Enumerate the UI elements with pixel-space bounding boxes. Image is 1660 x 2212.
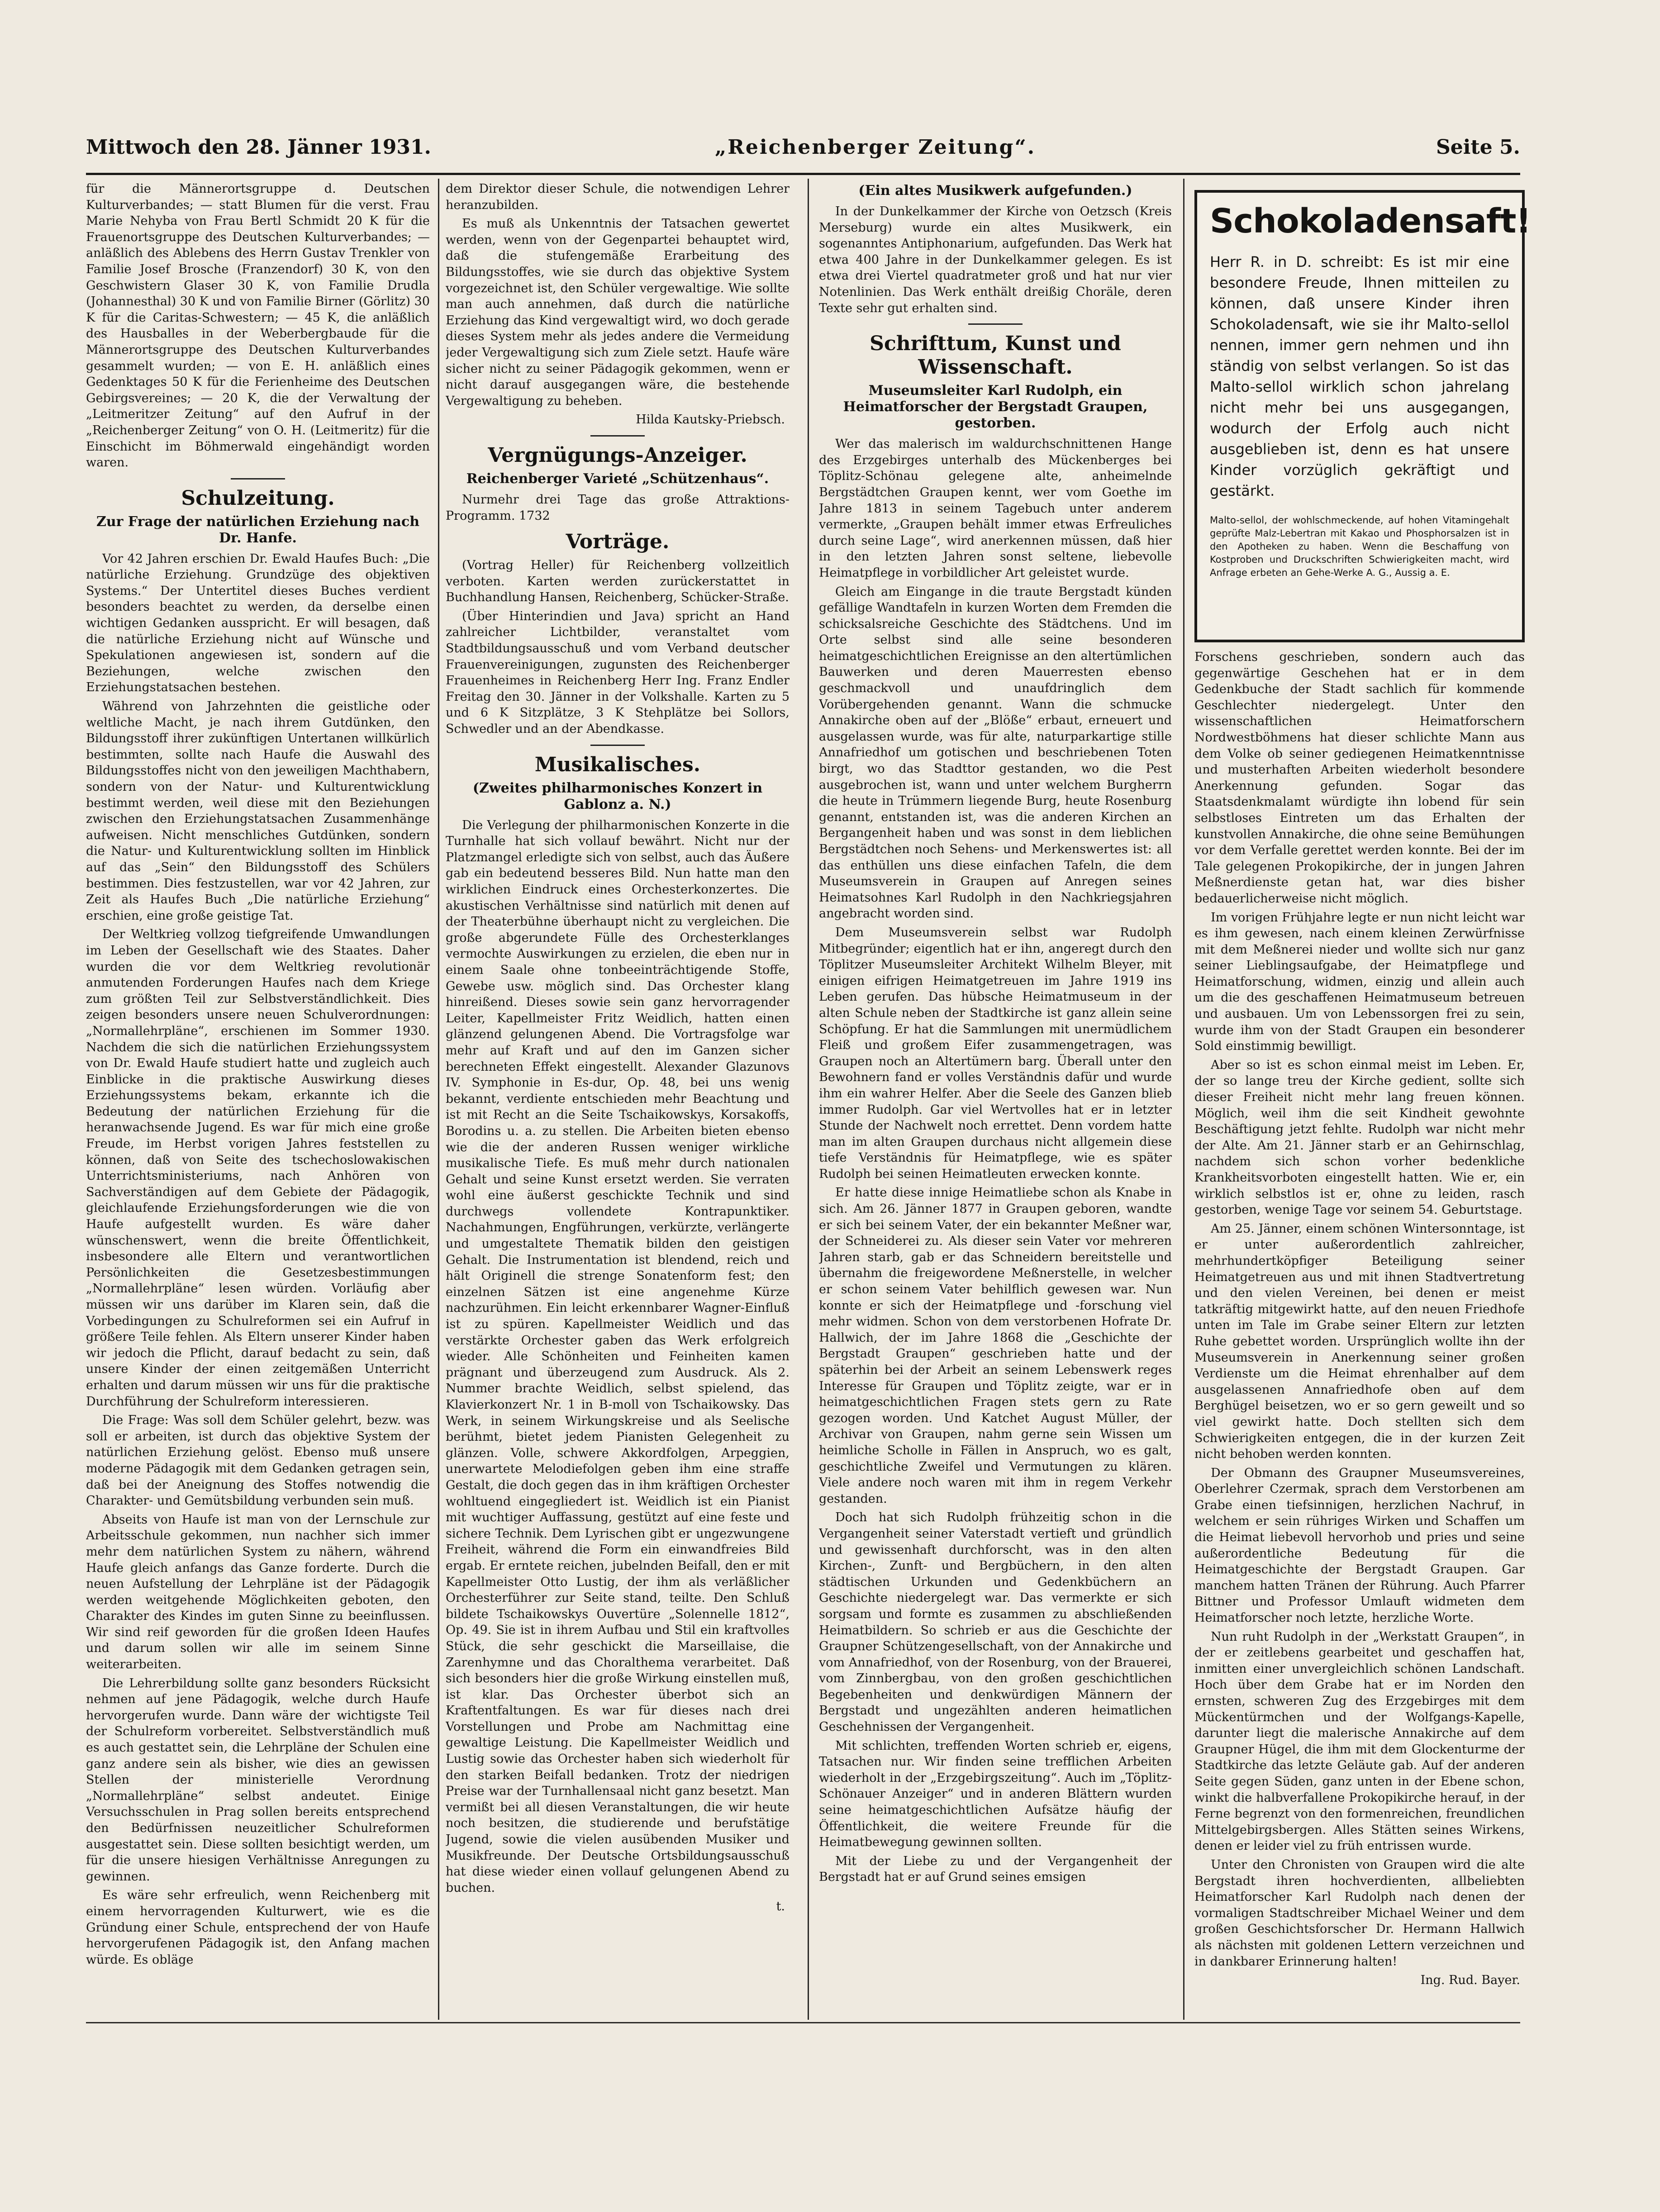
- article-paragraph: Wer das malerisch im waldurchschnittenen Hange des Erzgebirges unterhalb des Mückenberges bei Töplitz-Schönau gelegene alte, anheimelnde Bergstädtchen Graupen kennt, wer vom Goethe im Jahre 1813 in seinem Tagebuch unter anderem vermerkte, „Graupen behält immer etwas Erfreuliches durch seine Lage“, wird anerkennen müssen, daß hier in den letzten Jahren sonst seltene, liebevolle Heimatpflege in vorbildlicher Art geleistet wurde.: [819, 437, 1172, 580]
- section-heading-schulzeitung: Schulzeitung.: [181, 486, 335, 510]
- article-paragraph: Unter den Chronisten von Graupen wird die alte Bergstadt ihren hochverdienten, allbeliebten Heimatforscher Karl Rudolph nach denen der vormaligen Stadtschreiber Michael Weiner und dem großen Geschichtsforscher Dr. Hermann Hallwich als nächsten mit goldenen Lettern verzeichnen und in dankbarer Erinnerung halten!: [1194, 1857, 1525, 1969]
- article-subtitle: (Zweites philharmonisches Konzert in Gablonz a. N.): [472, 780, 763, 812]
- article-paragraph: Gleich am Eingange in die traute Bergstadt künden gefällige Wandtafeln in kurzen Worten dem Fremden die schicksalsreiche Geschichte des Städtchens. Und im Orte selbst sind alle seine besonderen heimatgeschichtlichen Ereignisse an den altertümlichen Bauwerken und deren Mauerresten ebenso geschmackvoll und unaufdringlich dem Vorübergehenden genannt. Wann die schmucke Annakirche oben auf der „Blöße“ erbaut, erneuert und ausgelassen wurde, was für alte, naturparkartige stille Annafriedhof um gotischen und beschriebenen Toten birgt, wo das Stadttor gestanden, wo die Pest ausgebrochen ist, wann und unter welchem Burgherrn die heute in Trümmern liegende Burg, heute Rosenburg genannt, entstanden ist, was die anderen Kirchen an Bergangenheit haben und was sonst in dem lieblichen Bergstädtchen noch Sehens- und Merkenswertes ist: all das enthüllen uns diese einfachen Tafeln, die dem Museumsverein in Graupen auf Anregen seines Heimatsohnes Karl Rudolph in den Nachkriegsjahren angebracht worden sind.: [819, 584, 1172, 921]
- article-paragraph: Es muß als Unkenntnis der Tatsachen gewertet werden, wenn von der Gegenpartei behauptet wird, daß die stufengemäße Erarbeitung des Bildungsstoffes, wie sie durch das objektive System vorgezeichnet ist, den Schüler vergewaltige. Wie sollte man auch annehmen, daß durch die natürliche Erziehung das Kind vergewaltigt wird, wo doch gerade dieses System mehr als jedes andere die Vermeidung jeder Vergewaltigung sich zum Ziele setzt. Haufe wäre sicher nicht zu seiner Pädagogik gekommen, wenn er nicht darauf ausgegangen wäre, die bestehende Vergewaltigung zu beheben.: [446, 217, 790, 408]
- article-paragraph: Am 25. Jänner, einem schönen Wintersonntage, ist er unter außerordentlich zahlreicher, mehrhundertköpfiger Beteiligung seiner Heimatgetreuen aus und mit ihnen Stadtvertretung und den vielen Vereinen, bei denen er meist tatkräftig mitgewirkt hatte, auf den neuen Friedhofe unten im Tale im Grabe seiner Eltern zur letzten Ruhe gebettet worden. Ursprünglich wollte ihn der Museumsverein in Anerkennung seiner großen Verdienste um die Heimat ehrenhalber auf dem ausgelassenen Annafriedhofe oben auf dem Berghügel beisetzen, wo er so gern geweilt und so viel gewirkt hatte. Doch stellten sich dem Schwierigkeiten entgegen, die in der kurzen Zeit nicht behoben werden konnten.: [1194, 1221, 1525, 1462]
- header-date: Mittwoch den 28. Jänner 1931.: [86, 136, 431, 159]
- author-signature: Ing. Rud. Bayer.: [1420, 1973, 1520, 1988]
- article-paragraph: Die Verlegung der philharmonischen Konzerte in die Turnhalle hat sich vollauf bewährt. Nicht nur der Platzmangel erledigte sich von selbst, auch das Äußere gab ein bedeutend besseres Bild. Nun hatte man den wirklichen Eindruck eines Orchesterkonzertes. Die akustischen Verhältnisse sind natürlich mit denen auf der Theaterbühne überhaupt nicht zu vergleichen. Die große abgerundete Fülle des Orchesterklanges vermochte Auswirkungen zu erzielen, die eben nur in einem Saale ohne tonbeeinträchtigende Stoffe, Gewebe usw. möglich sind. Das Orchester klang hinreißend. Dieses sowie sein ganz hervorragender Leiter, Kapellmeister Fritz Weidlich, hatten einen glänzend gelungenen Abend. Die Vortragsfolge war mehr auf Kraft und auf den im Ganzen sicher berechneten Effekt eingestellt. Alexander Glazunovs IV. Symphonie in Es-dur, Op. 48, bei uns wenig bekannt, verdiente entschieden mehr Beachtung und ist mit Recht an die Seite Tschaikowskys, Korsakoffs, Borodins u. a. zu stellen. Die Arbeiten bieten ebenso wie die der anderen Russen weniger wirkliche musikalische Tiefe. Es muß mehr durch nationalen Gehalt und seine Kunst ersetzt werden. Sie verraten wohl eine äußerst geschickte Technik und sind durchwegs vollendete Kontrapunktiker. Nachahmungen, Engführungen, verkürzte, verlängerte und umgestaltete Thematik bilden den geistigen Gehalt. Die Instrumentation ist blendend, reich und hält Originell die strenge Sonatenform fest; den einzelnen Sätzen ist eine angenehme Kürze nachzurühmen. Ein leicht erkennbarer Wagner-Einfluß ist zu spüren. Kapellmeister Weidlich und das verstärkte Orchester gaben das Werk erfolgreich wieder. Alle Schönheiten und Feinheiten kamen prägnant und überzeugend zum Ausdruck. Als 2. Nummer brachte Weidlich, selbst spielend, das Klavierkonzert Nr. 1 in B-moll von Tschaikowsky. Das Werk, in seinem Wirkungskreise und als Seelische berühmt, bietet jedem Pianisten Gelegenheit zu glänzen. Volle, schwere Akkordfolgen, Arpeggien, unerwartete Melodiefolgen geben ihm eine straffe Gestalt, die doch gegen das in ihm kräftigen Orchester wohltuend eingegliedert ist. Weidlich ist ein Pianist mit wuchtiger Auffassung, gestützt auf eine feste und sichere Technik. Dem Lyrischen gibt er ungezwungene Freiheit, während die Form ein einwandfreies Bild ergab. Er erntete reichen, jubelnden Beifall, den er mit Kapellmeister Otto Lustig, der ihm als verläßlicher Orchesterführer zur Seite stand, teilte. Den Schluß bildete Tschaikowskys Ouvertüre „Solennelle 1812“, Op. 49. Sie ist in ihrem Aufbau und Stil ein kraftvolles Stück, die sehr geschickt die Marseillaise, die Zarenhymne und das Choralthema verarbeitet. Daß sich besonders hier die große Wirkung einstellen muß, ist klar. Das Orchester überbot sich an Kraftentfaltungen. Es war für dieses nach drei Vorstellungen und Probe am Nachmittag eine gewaltige Leistung. Die Kapellmeister Weidlich und Lustig sowie das Orchester haben sich wiederholt für den starken Beifall bedanken. Trotz der niedrigen Preise war der Turnhallensaal nicht ganz besetzt. Man vermißt bei all diesen Veranstaltungen, die wir heute noch besitzen, die studierende und berufstätige Jugend, sowie die vielen ausübenden Musiker und Musikfreunde. Der Deutsche Ortsbildungsausschuß hat diese wieder einen vollauf gelungenen Abend zu buchen.: [446, 818, 790, 1895]
- article-paragraph: Dem Museumsverein selbst war Rudolph Mitbegründer; eigentlich hat er ihn, angeregt durch den Töplitzer Museumsleiter Architekt Wilhelm Bleyer, mit einigen eifrigen Heimatgetreuen im Jahre 1919 ins Leben gerufen. Das hübsche Heimatmuseum in der alten Schule neben der Stadtkirche ist ganz allein seine Schöpfung. Er hat die Sammlungen mit unermüdlichem Fleiß und großem Eifer zusammengetragen, was Graupen noch an Altertümern barg. Überall unter den Bewohnern fand er volles Verständnis dafür und wurde ihm ein wahrer Helfer. Aber die Seele des Ganzen blieb immer Rudolph. Gar viel Wertvolles hat er in letzter Stunde der Nachwelt noch errettet. Denn vordem hatte man im alten Graupen durchaus nicht allgemein diese tiefe Verständnis für Heimatpflege, wie es später Rudolph bei seinen Heimatleuten erwecken konnte.: [819, 925, 1172, 1181]
- page-header: [86, 136, 1520, 167]
- column-4: [1194, 649, 1525, 2020]
- article-paragraph: Vor 42 Jahren erschien Dr. Ewald Haufes Buch: „Die natürliche Erziehung. Grundzüge des objektiven Systems.“ Der Untertitel dieses Buches verdient besonders beachtet zu werden, da derselbe einen wichtigen Gedanken ausspricht. Er will besagen, daß die natürliche Erziehung nicht auf Wünsche und Spekulationen angewiesen ist, sondern auf die Beziehungen, welche zwischen den Erziehungstatsachen bestehen.: [86, 551, 430, 695]
- column-2: [446, 181, 790, 2017]
- article-subtitle: Museumsleiter Karl Rudolph, ein Heimatforscher der Bergstadt Graupen, gestorben.: [843, 383, 1148, 432]
- article-paragraph: Der Weltkrieg vollzog tiefgreifende Umwandlungen im Leben der Gesellschaft wie des Staates. Daher wurden die vor dem Weltkrieg revolutionär anmutenden Forderungen Haufes nach dem Kriege zum größten Teil zur Selbstverständlichkeit. Dies zeigen besonders unsere neuen Schulverordnungen: „Normallehrpläne“, erschienen im Sommer 1930. Nachdem die sich die natürlichen Erziehungssystem von Dr. Ewald Haufe studiert hatte und zugleich auch Einblicke in die praktische Auswirkung dieses Erziehungssystems bekam, erkannte ich die Bedeutung der natürlichen Erziehung für die heranwachsende Jugend. Es war für mich eine große Freude, im Herbst vorigen Jahres feststellen zu können, daß von Seite des tschechoslowakischen Unterrichtsministeriums, nach Anhören von Sachverständigen auf dem Gebiete der Pädagogik, gleichlaufende Erziehungsforderungen wie die von Haufe aufgestellt wurden. Es wäre daher wünschenswert, wenn die breite Öffentlichkeit, insbesondere alle Eltern und verantwortlichen Persönlichkeiten die Gesetzesbestimmungen „Normallehrpläne“ lesen würden. Vorläufig aber müssen wir uns darüber im Klaren sein, daß die Vorbedingungen zu Schulreformen sei ein Aufruf in größere Teile fehlen. Als Eltern unserer Kinder haben wir jedoch die Pflicht, darauf bedacht zu sein, daß unsere Kinder der einen zeitgemäßen Unterricht erhalten und darum müssen wir uns für die praktische Durchführung der Schulreform interessieren.: [86, 927, 430, 1409]
- article-paragraph: Die Frage: Was soll dem Schüler gelehrt, bezw. was soll er arbeiten, ist durch das objektive System der natürlichen Erziehung gelöst. Ebenso muß unsere moderne Pädagogik mit dem Gedanken getragen sein, daß bei der Aneignung des Stoffes notwendig die Charakter- und Gemütsbildung verbunden sein muß.: [86, 1413, 430, 1508]
- article-paragraph: Forschens geschrieben, sondern auch das gegenwärtige Geschehen hat er in dem Gedenkbuche der Stadt sachlich für kommende Geschlechter niedergelegt. Unter den wissenschaftlichen Heimatforschern Nordwestböhmens hat dieser schlichte Mann aus dem Volke ob seiner gediegenen Heimatkenntnisse und musterhaften Arbeiten wiederholt besondere Anerkennung gefunden. Sogar das Staatsdenkmalamt würdigte ihn lobend für sein selbstloses Eintreten um das Erhalten der kunstvollen Annakirche, die ohne seine Bemühungen vor dem Verfalle gerettet werden konnte. Bei der im Tale gelegenen Prokopikirche, der in jungen Jahren Meßnerdienste getan hat, war dies bisher bedauerlicherweise nicht möglich.: [1194, 650, 1525, 906]
- article-paragraph: Es wäre sehr erfreulich, wenn Reichenberg mit einem hervorragenden Kulturwert, wie es die Gründung einer Schule, entsprechend der von Haufe hervorgerufenen Pädagogik ist, den Anfang machen würde. Es obläge: [86, 1888, 430, 1967]
- column-divider: [438, 179, 439, 2020]
- ad-title: Schokoladensaft!: [1210, 202, 1531, 241]
- article-subtitle: Reichenberger Varieté „Schützenhaus“.: [466, 470, 769, 487]
- article-paragraph: Die Lehrerbildung sollte ganz besonders Rücksicht nehmen auf jene Pädagogik, welche durch Haufe hervorgerufen wurde. Dann wäre der wichtigste Teil der Schulreform vorbereitet. Selbstverständlich muß es auch gestattet sein, die Lehrpläne der Schulen eine ganz andere sein als bisher, wie dies an gewissen Stellen der ministerielle Verordnung „Normallehrpläne“ selbst andeutet. Einige Versuchsschulen in Prag sollen bereits entsprechend den Bedürfnissen neuzeitlicher Schulreformen ausgestattet sein. Diese sollten besichtigt werden, um für die unsere hiesigen Verhältnisse Anregungen zu gewinnen.: [86, 1676, 430, 1884]
- column-divider: [1183, 179, 1184, 2020]
- section-heading-vergnuegungen: Vergnügungs-Anzeiger.: [488, 443, 747, 467]
- article-paragraph: Er hatte diese innige Heimatliebe schon als Knabe in sich. Am 26. Jänner 1877 in Graupen geboren, wandte er sich bei seinem Vater, der ein bekannter Meßner war, der Schneiderei zu. Als dieser sein Vater vor mehreren Jahren starb, gab er das Schneidern bereitstelle und übernahm die freigewordene Meßnerstelle, in welcher er schon seinem Vater behilflich gewesen war. Nun konnte er sich der Heimatpflege und -forschung viel mehr widmen. Schon von dem verstorbenen Hofrate Dr. Hallwich, der im Jahre 1868 die „Geschichte der Bergstadt Graupen“ geschrieben hatte und der späterhin bei der Arbeit an seinem Lebenswerk reges Interesse für Graupen und Töplitz zeigte, war er in heimatgeschichtlichen Fragen stets gern zu Rate gezogen worden. Und Katchet August Müller, der Archivar von Graupen, nahm gerne sein Wissen um heimliche Scholle in Fällen in Anspruch, wo es galt, geschichtliche Zweifel und Vermutungen zu klären. Viele andere noch waren mit ihm in regem Verkehr gestanden.: [819, 1186, 1172, 1506]
- article-paragraph: dem Direktor dieser Schule, die notwendigen Lehrer heranzubilden.: [446, 182, 790, 212]
- article-paragraph: Abseits von Haufe ist man von der Lernschule zur Arbeitsschule gekommen, nun nachher sich immer mehr dem natürlichen System zu nähern, während Haufe gleich anfangs das Ganze forderte. Durch die neuen Aufstellung der Lehrpläne ist der Pädagogik werden weitgehende Möglichkeiten geboten, den Charakter des Kindes im guten Sinne zu beeinflussen. Wir sind reif geworden für die großen Ideen Haufes und darum sollen wir alle im seinem Sinne weiterarbeiten.: [86, 1512, 430, 1672]
- article-paragraph: Mit der Liebe zu und der Vergangenheit der Bergstadt hat er auf Grund seines emsigen: [819, 1854, 1172, 1884]
- section-heading-schrifttum: Schrifttum, Kunst und Wissenschaft.: [870, 332, 1121, 379]
- column-3: [819, 181, 1172, 2017]
- article-paragraph: Im vorigen Frühjahre legte er nun nicht leicht war es ihm gewesen, nach einem kleinen Zerwürfnisse mit dem Meßnerei nieder und wollte sich nur ganz seiner Lieblingsaufgabe, der Heimatpflege und Heimatforschung, widmen, einzig und allein auch um die des geschaffenen Heimatmuseum betreuen und ausbauen. Um von Lebenssorgen frei zu sein, wurde ihm von der Stadt Graupen ein besonderer Sold einstimmig bewilligt.: [1194, 910, 1525, 1054]
- author-signature: Hilda Kautsky-Priebsch.: [636, 413, 785, 427]
- section-rule: [968, 323, 1023, 325]
- article-paragraph: Nurmehr drei Tage das große Attraktions-Programm. 1732: [446, 492, 790, 523]
- section-heading-musikalisches: Musikalisches.: [534, 753, 701, 776]
- newspaper-title: „Reichenberger Zeitung“.: [715, 136, 1036, 159]
- section-rule: [231, 478, 285, 479]
- article-paragraph: (Über Hinterindien und Java) spricht an Hand zahlreicher Lichtbilder, veranstaltet vom Stadtbildungsausschuß und vom Verband deutscher Frauenvereinigungen, zugunsten des Reichenberger Frauenheimes in Reichenberg Herr Ing. Franz Endler Freitag den 30. Jänner in der Volkshalle. Karten zu 5 und 6 K Sitzplätze, 3 K Stehplätze bei Sollors, Schwedler und an der Abendkasse.: [446, 609, 790, 736]
- ad-body: Herr R. in D. schreibt: Es ist mir eine besondere Freude, Ihnen mitteilen zu können, daß unsere Kinder ihren Schokoladensaft, wie sie ihr Malto-sellol nennen, immer gern nehmen und ihn ständig von selbst verlangen. So ist das Malto-sellol wirklich schon jahrelang nicht mehr bei uns ausgegangen, wodurch der Erfolg auch nicht ausgeblieben ist, denn es hat unsere Kinder vorzüglich gekräftigt und gestärkt.: [1210, 253, 1509, 499]
- section-rule: [590, 745, 645, 746]
- article-paragraph: Mit schlichten, treffenden Worten schrieb er, eigens, Tatsachen nur. Wir finden seine trefflichen Arbeiten wiederholt in der „Erzgebirgszeitung“. Auch im „Töplitz-Schönauer Anzeiger“ und in anderen Blättern wurden seine heimatgeschichtlichen Aufsätze häufig der Öffentlichkeit, die weitere Freunde für die Heimatbewegung gewinnen sollten.: [819, 1738, 1172, 1850]
- page-number: Seite 5.: [1436, 136, 1520, 159]
- article-subtitle: (Ein altes Musikwerk aufgefunden.): [858, 183, 1132, 199]
- advertisement-box: [1194, 190, 1531, 642]
- article-subtitle: Zur Frage der natürlichen Erziehung nach Dr. Hanfe.: [96, 513, 420, 546]
- ad-footnote: Malto-sellol, der wohlschmeckende, auf hohen Vitamingehalt geprüfte Malz-Lebertran mit Kakao und Phosphorsalzen ist in den Apotheken zu haben. Wenn die Beschaffung von Kostproben und Druckschriften Schwierigkeiten macht, wird Anfrage erbeten an Gehe-Werke A. G., Aussig a. E.: [1210, 515, 1509, 578]
- article-paragraph: Doch hat sich Rudolph frühzeitig schon in die Vergangenheit seiner Vaterstadt vertieft und gründlich und gewissenhaft durchforscht, was in den alten Kirchen-, Zunft- und Bergbüchern, in den alten städtischen Urkunden und Gedenkbüchern an Geschichte niedergelegt war. Das vermerkte er sich sorgsam und formte es zusammen zu abschließenden Heimatbildern. So schrieb er aus die Geschichte der Graupner Schützengesellschaft, von der Annakirche und vom Annafriedhof, von der Rosenburg, von der Brauerei, vom Zinnbergbau, von den großen geschichtlichen Begebenheiten und denkwürdigen Männern der Bergstadt und ungezählten anderen heimatlichen Geschehnissen der Vergangenheit.: [819, 1510, 1172, 1734]
- article-paragraph: Nun ruht Rudolph in der „Werkstatt Graupen“, in der er zeitlebens gearbeitet und geschaffen hat, inmitten einer unvergleichlich schönen Landschaft. Hoch über dem Grabe hat er im Norden den ernsten, schweren Zug des Erzgebirges mit dem Mückentürmchen und der Wolfgangs-Kapelle, darunter liegt die malerische Annakirche auf dem Graupner Hügel, die ihm mit dem Glockenturme der Stadtkirche das letzte Geläute gab. Auf der anderen Seite gegen Süden, ganz unten in der Ebene schon, winkt die halbverfallene Prokopikirche herauf, in der Ferne begrenzt von den formenreichen, freundlichen Mittelgebirgsbergen. Alles Stätten seines Wirkens, denen er leider viel zu früh entrissen wurde.: [1194, 1629, 1525, 1853]
- section-heading-vortraege: Vorträge.: [566, 530, 670, 554]
- donations-paragraph: für die Männerortsgruppe d. Deutschen Kulturverbandes; — statt Blumen für die verst. Frau Marie Nehyba von Frau Bertl Schmidt 20 K für die Frauenortsgruppe des Deutschen Kulturverbandes; — anläßlich des Ablebens des Herrn Gustav Trenkler von Familie Josef Brosche (Franzendorf) 30 K, von den Geschwistern Glaser 30 K, von Familie Drudla (Johannesthal) 30 K und von Familie Birner (Görlitz) 30 K für die Caritas-Schwestern; — 45 K, die anläßlich des Hausballes in der Weberbergbaude für die Männerortsgruppe des Deutschen Kulturverbandes gesammelt wurden; — von E. H. anläßlich eines Gedenktages 50 K für die Ferienheime des Deutschen Gebirgsvereines; — 20 K, die der Verwaltung der „Leitmeritzer Zeitung“ auf den Aufruf in der „Reichenberger Zeitung“ von O. H. (Leitmeritz) für die Einschicht im Böhmerwald eingehändigt worden waren.: [86, 182, 430, 470]
- article-paragraph: Der Obmann des Graupner Museumsvereines, Oberlehrer Czermak, sprach dem Verstorbenen am Grabe einen tiefsinnigen, herzlichen Nachruf, in welchem er sein rühriges Wirken und Schaffen um die Heimat liebevoll hervorhob und pries und seine außerordentliche Bedeutung für die Heimatgeschichte der Bergstadt Graupen. Gar manchem hatten Tränen der Rührung. Auch Pfarrer Bittner und Professor Umlauft widmeten dem Heimatforscher noch letzte, herzliche Worte.: [1194, 1466, 1525, 1625]
- article-paragraph: (Vortrag Heller) für Reichenberg vollzeitlich verboten. Karten werden zurückerstattet in Buchhandlung Hansen, Reichenberg, Schücker-Straße.: [446, 558, 790, 605]
- header-rule: [86, 173, 1520, 175]
- section-rule: [590, 435, 645, 437]
- footer-rule: [86, 2022, 1520, 2023]
- article-paragraph: Während von Jahrzehnten die geistliche oder weltliche Macht, je nach ihrem Gutdünken, den Bildungsstoff ihrer zukünftigen Untertanen willkürlich bestimmten, sollte nach Haufe die Auswahl des Bildungsstoffes nicht von den jeweiligen Machthabern, sondern von der Natur- und Kulturentwicklung bestimmt werden, weil diese mit den Beziehungen zwischen den Erziehungstatsachen Zusammenhänge aufweisen. Nicht menschliches Gutdünken, sondern die Natur- und Kulturentwicklung sollten im Hinblick auf das „Sein“ den Bildungsstoff des Schülers bestimmen. Dies festzustellen, war vor 42 Jahren, zur Zeit als Haufes Buch „Die natürliche Erziehung“ erschien, eine große geistige Tat.: [86, 699, 430, 923]
- column-1: [86, 181, 430, 2017]
- article-paragraph: Aber so ist es schon einmal meist im Leben. Er, der so lange treu der Kirche gedient, sollte sich dieser Freiheit nicht mehr lang freuen können. Möglich, weil ihm die seit Kindheit gewohnte Beschäftigung jetzt fehlte. Rudolph war nicht mehr der Alte. Am 21. Jänner starb er an Gehirnschlag, nachdem sich schon vorher bedenkliche Krankheitsvorboten eingestellt hatten. Wie er, ein wirklich selbstlos ist er, ohne zu leiden, rasch gestorben, wenige Tage vor seinem 54. Geburtstage.: [1194, 1058, 1525, 1217]
- column-divider: [808, 179, 809, 2020]
- author-signature: t.: [776, 1899, 785, 1914]
- article-paragraph: In der Dunkelkammer der Kirche von Oetzsch (Kreis Merseburg) wurde ein altes Musikwerk, ein sogenanntes Antiphonarium, aufgefunden. Das Werk hat etwa 400 Jahre in der Dunkelkammer gelegen. Es ist etwa drei Viertel quadratmeter groß und hat nur vier Notenlinien. Das Werk enthält dreißig Choräle, deren Texte sehr gut erhalten sind.: [819, 204, 1172, 315]
